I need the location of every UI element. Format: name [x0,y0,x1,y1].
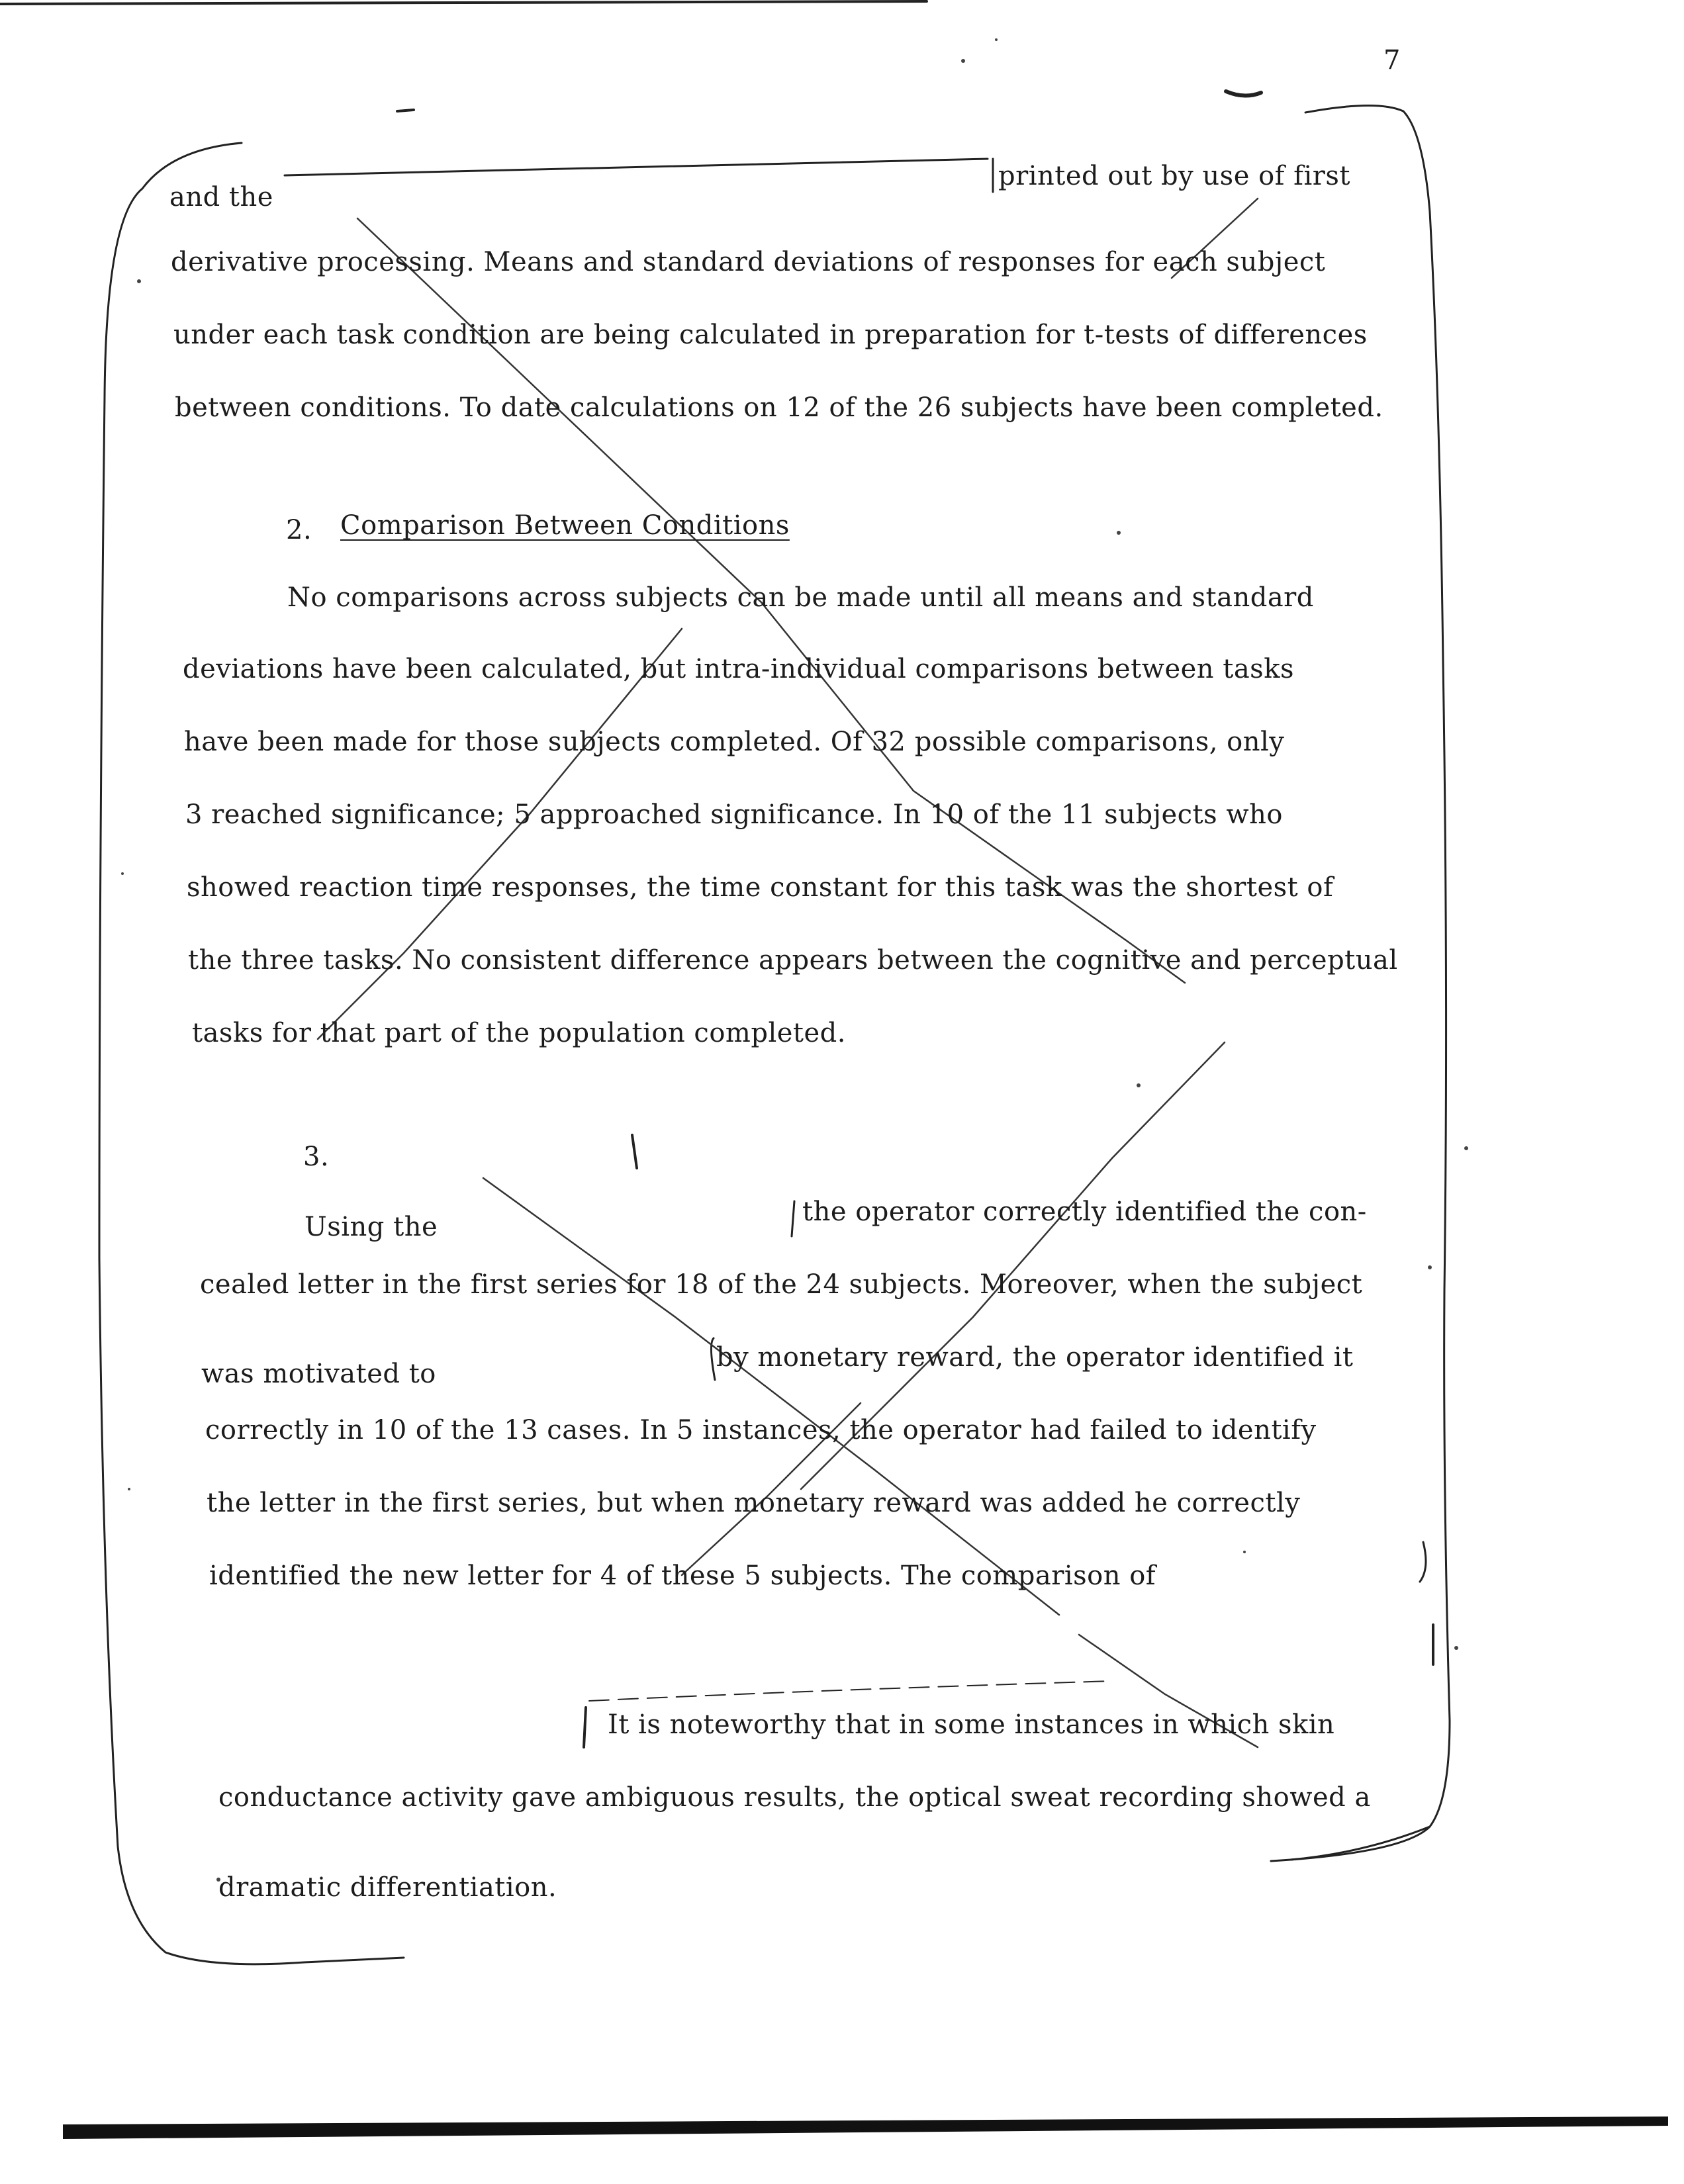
section2-number: 2. [286,515,312,545]
p1-line3: under each task condition are being calculated in preparation for t-tests of differences [173,320,1368,350]
s3-line9: dramatic differentiation. [218,1872,557,1903]
s3-line4: correctly in 10 of the 13 cases. In 5 instances, the operator had failed to identify [205,1415,1317,1445]
bottom-right-stroke [1291,1827,1430,1860]
p1-line1-end: printed out by use of first [998,161,1350,191]
redaction-bar-2 [632,1135,637,1168]
p1-line1-start: and the [169,182,273,212]
redaction-bar-3 [792,1201,794,1236]
page-number: 7 [1383,45,1401,75]
top-scan-edge [0,1,927,4]
section2-heading: Comparison Between Conditions [340,510,790,541]
right-bracket [1271,105,1450,1861]
diagonal-stroke-3 [318,629,682,1039]
s2-line2: deviations have been calculated, but intra-individual comparisons between tasks [183,654,1294,684]
s3-line7: It is noteworthy that in some instances in which skin [608,1709,1335,1740]
section3-number: 3. [303,1142,330,1172]
p1-line2: derivative processing. Means and standard deviations of responses for each subject [171,247,1326,277]
redaction-top-line-2 [589,1681,1112,1701]
top-curl-mark [1226,91,1261,96]
s3-line3-end: by monetary reward, the operator identified it [716,1342,1354,1373]
s3-line3-start: was motivated to [201,1359,436,1389]
s3-line8: conductance activity gave ambiguous results, the optical sweat recording showed a [218,1782,1371,1813]
bottom-rule [63,2116,1668,2139]
s2-line3: have been made for those subjects completed. Of 32 possible comparisons, only [184,727,1285,757]
redaction-top-line [285,159,988,175]
s3-line1-end: the operator correctly identified the con- [802,1197,1367,1227]
s2-line5: showed reaction time responses, the time constant for this task was the shortest of [187,872,1334,903]
s2-line7: tasks for that part of the population completed. [192,1018,846,1048]
diagonal-stroke-5 [483,1178,1059,1615]
top-dash-mark [397,110,414,111]
p1-line4: between conditions. To date calculations on 12 of the 26 subjects have been completed. [175,392,1383,423]
s3-line5: the letter in the first series, but when monetary reward was added he correctly [207,1488,1301,1518]
s2-line1: No comparisons across subjects can be made until all means and standard [287,582,1314,613]
redaction-bar-5 [1420,1542,1426,1582]
s2-line4: 3 reached significance; 5 approached significance. In 10 of the 11 subjects who [185,799,1283,830]
redaction-bar-7 [584,1707,586,1747]
s3-line6: identified the new letter for 4 of these 5 subjects. The comparison of [209,1561,1156,1591]
s3-line1-start: Using the [304,1212,438,1242]
s3-line2: cealed letter in the first series for 18 of the 24 subjects. Moreover, when the subject [200,1269,1363,1300]
s2-line6: the three tasks. No consistent difference appears between the cognitive and perceptual [188,945,1398,976]
